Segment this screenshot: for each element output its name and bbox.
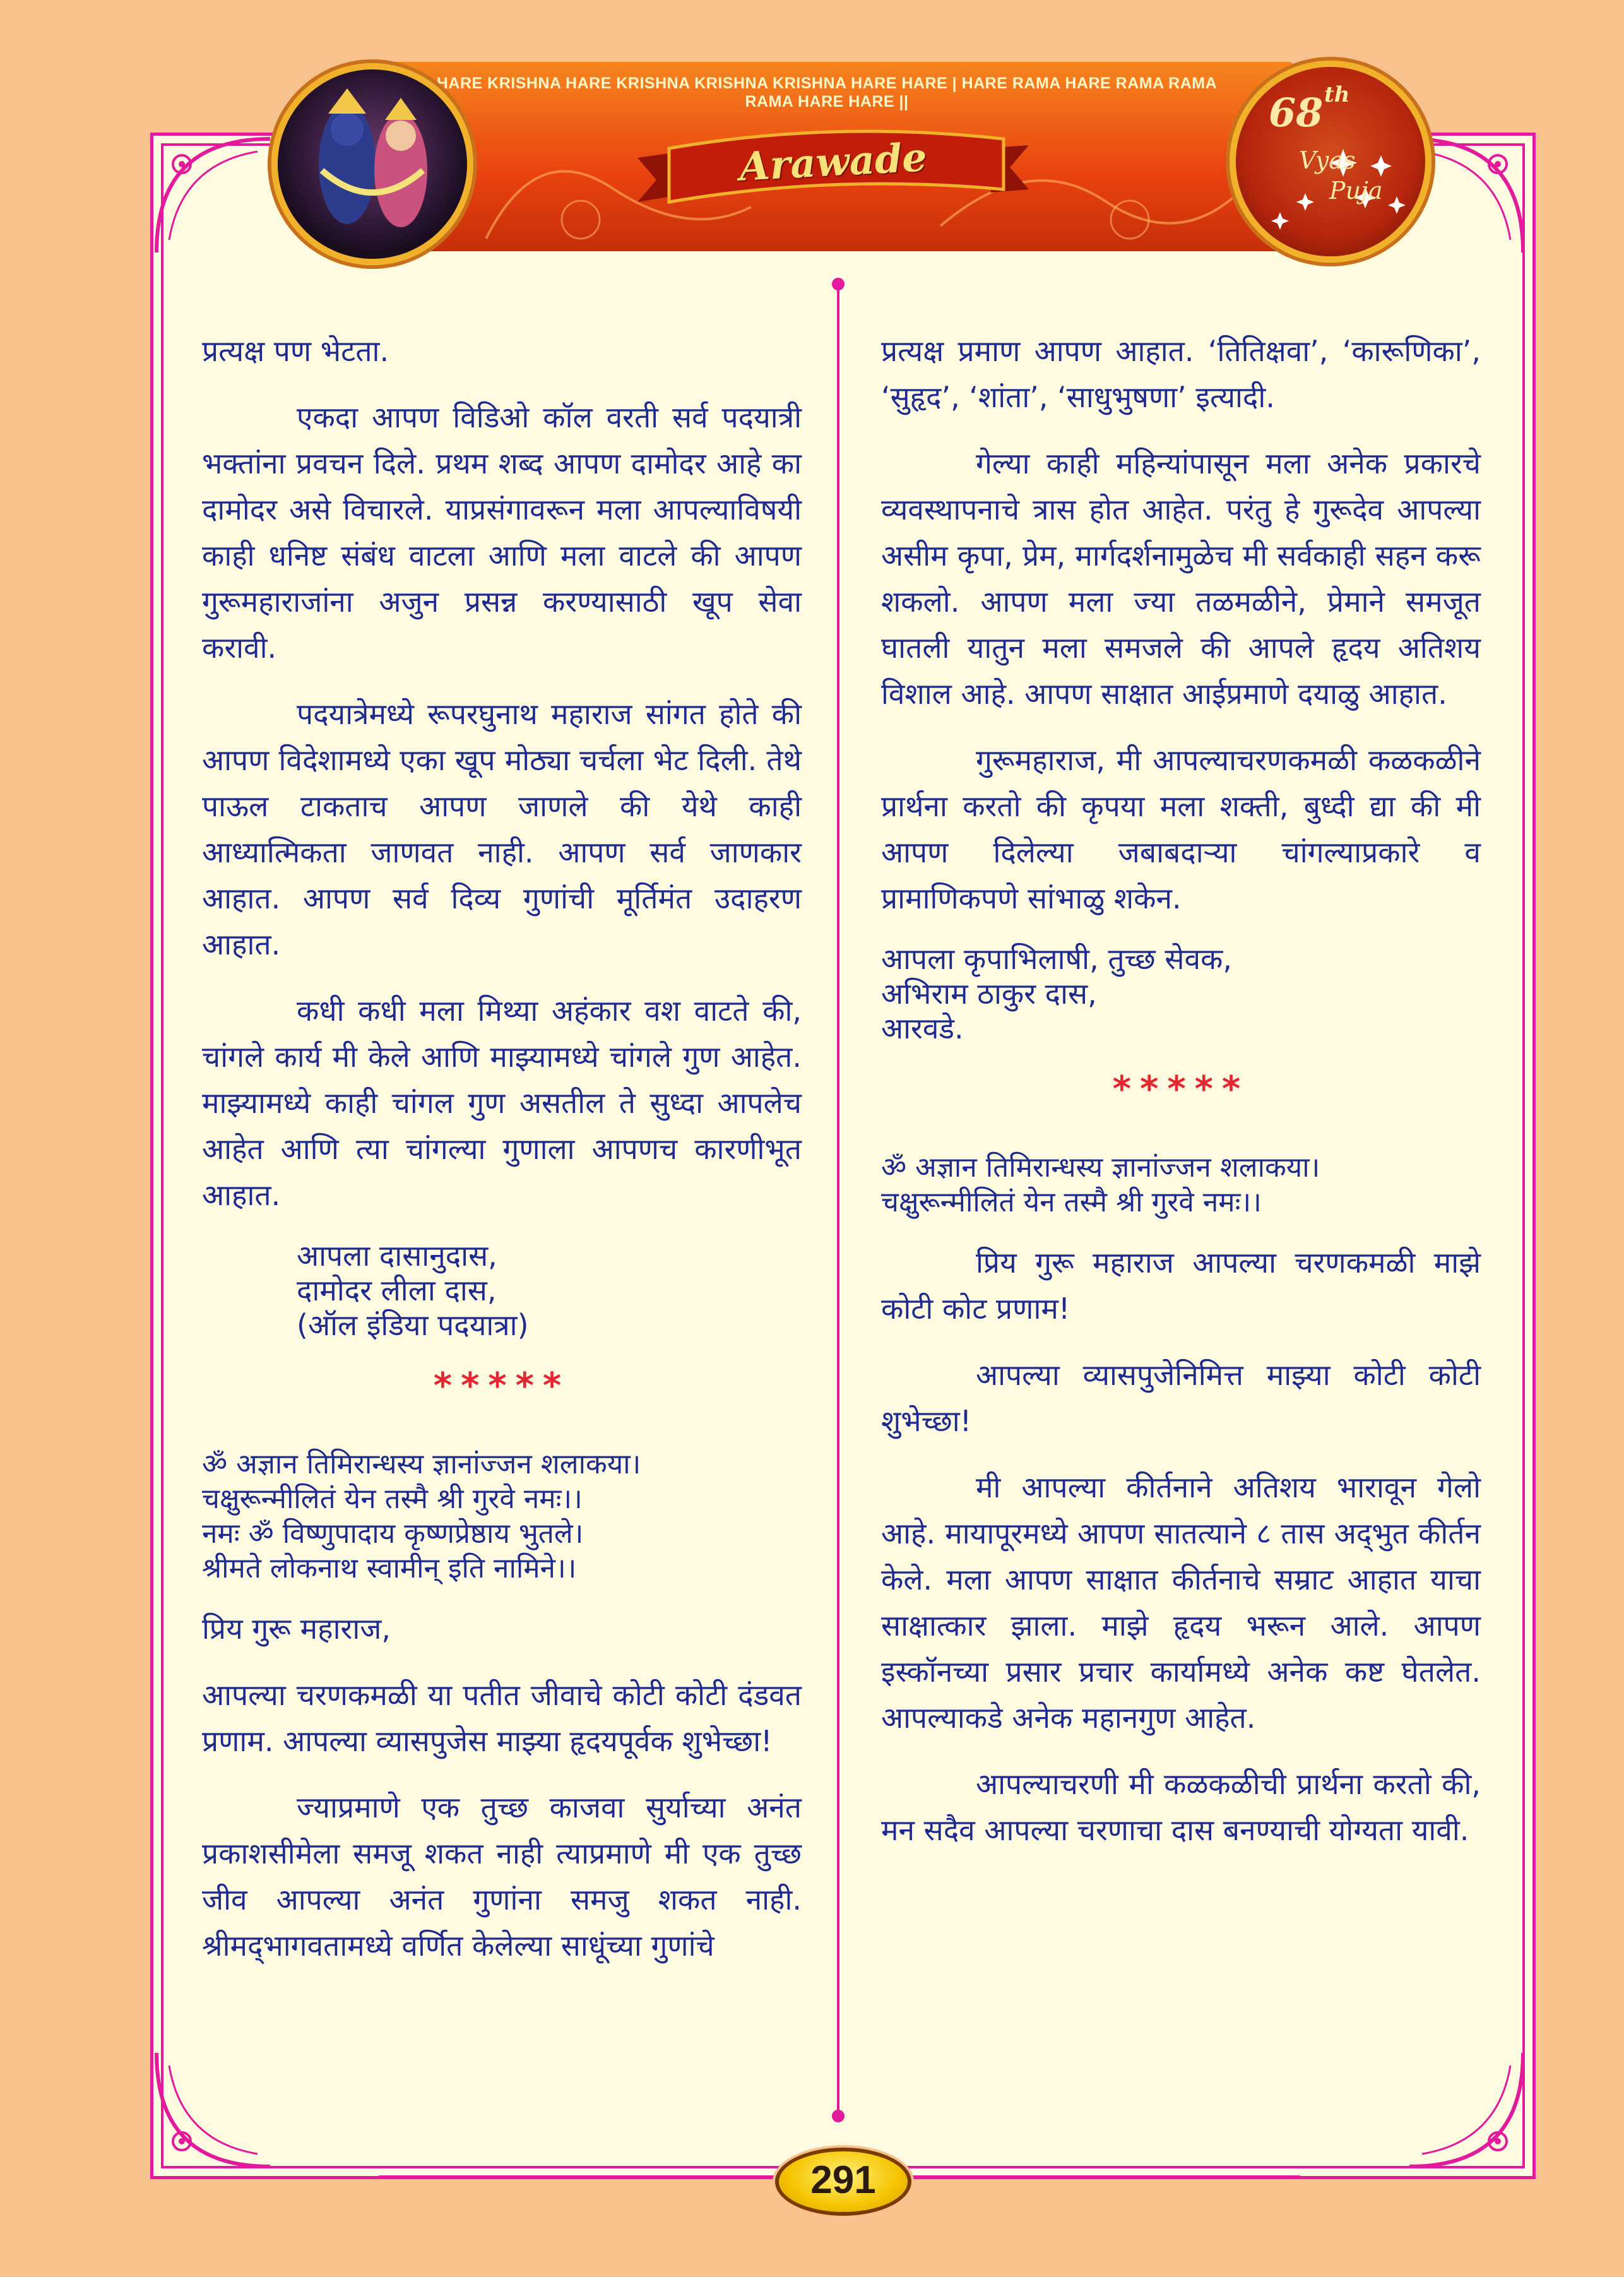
paragraph: ज्याप्रमाणे एक तुच्छ काजवा सुर्याच्या अनंत प्रकाशसीमेला समजू शकत नाही त्याप्रमाणे मी एक तुच्छ जीव आपल्या अनंत गुणांना समजु शकत नाही. श्रीमद्‌भागवतामध्ये वर्णित केलेल्या साधूंच्या गुणांचे: [202, 1790, 802, 1963]
paragraph: कधी कधी मला मिथ्या अहंकार वश वाटते की, चांगले कार्य मी केले आणि माझ्यामध्ये चांगले गुण आहेत. माझ्यामध्ये काही चांगल गुण असतील ते सुध्दा आपलेच आहेत आणि त्या चांगल्या गुणाला आपणच कारणीभूत आहात.: [202, 994, 802, 1212]
column-divider: [837, 284, 839, 2115]
page-title: Arawade: [738, 134, 928, 190]
corner-flourish-bottom-left: [144, 2040, 283, 2179]
left-column: [202, 328, 802, 1989]
paragraph: प्रत्यक्ष पण भेटता.: [202, 334, 389, 368]
page-number-badge: [775, 2148, 911, 2216]
paragraph: एकदा आपण विडिओ कॉल वरती सर्व पदयात्री भक्तांना प्रवचन दिले. प्रथम शब्द आपण दामोदर आहे का दामोदर असे विचारले. याप्रसंगावरून मला आपल्याविषयी काही धनिष्ट संबंध वाटला आणि मला वाटले की आपण गुरूमहाराजांना अजुन प्रसन्न करण्यासाठी खूप सेवा करावी.: [202, 400, 802, 665]
badge-suffix: th: [1324, 82, 1350, 107]
header-mantra: HARE KRISHNA HARE KRISHNA KRISHNA KRISHNA HARE HARE | HARE RAMA HARE RAMA RAMA RAMA HARE HARE ||: [436, 74, 1218, 110]
deity-medallion: [271, 63, 473, 265]
divider-dot-top: [832, 278, 845, 290]
paragraph: प्रिय गुरू महाराज आपल्या चरणकमळी माझे कोटी कोट प्रणाम!: [881, 1246, 1481, 1326]
badge-number: 68: [1269, 90, 1324, 136]
paragraph: पदयात्रेमध्ये रूपरघुनाथ महाराज सांगत होते की आपण विदेशामध्ये एका खूप मोठ्या चर्चला भेट दिली. तेथे पाऊल टाकताच आपण जाणले की येथे काही आध्यात्मिकता जाणवत नाही. आपण सर्व जाणकार आहात. आपण सर्व दिव्य गुणांची मूर्तिमंत उदाहरण आहात.: [202, 697, 802, 961]
badge-line1: Vyas: [1299, 146, 1356, 174]
badge-line2: Puja: [1329, 177, 1383, 205]
paragraph: आपल्या चरणकमळी या पतीत जीवाचे कोटी कोटी दंडवत प्रणाम. आपल्या व्यासपुजेस माझ्या हृदयपूर्वक शुभेच्छा!: [202, 1678, 802, 1758]
salutation: प्रिय गुरू महाराज,: [202, 1612, 391, 1646]
paragraph: प्रत्यक्ष प्रमाण आपण आहात. ‘तितिक्षवा’, ‘कारूणिका’, ‘सुहृद’, ‘शांता’, ‘साधुभुषणा’ इत्यादी.: [881, 334, 1481, 414]
star-separator: *****: [1112, 1069, 1250, 1110]
paragraph: आपल्याचरणी मी कळकळीची प्रार्थना करतो की, मन सदैव आपल्या चरणाचा दास बनण्याची योग्यता यावी.: [881, 1767, 1481, 1847]
sanskrit-verse: ॐ अज्ञान तिमिरान्धस्य ज्ञानांज्जन शलाकया। चक्षुरून्मीलितं येन तस्मै श्री गुरवे नमः।।: [881, 1151, 1320, 1218]
corner-flourish-bottom-right: [1397, 2040, 1536, 2179]
corner-flourish-top-left: [144, 126, 283, 265]
right-column: [881, 328, 1481, 1874]
sanskrit-verse: ॐ अज्ञान तिमिरान्धस्य ज्ञानांज्जन शलाकया। चक्षुरून्मीलितं येन तस्मै श्री गुरवे नमः।। नमः ॐ विष्णुपादाय कृष्णप्रेष्ठाय भुतले। श्रीमते लोकनाथ स्वामीन् इति नामिने।।: [202, 1448, 641, 1584]
signature: आपला दासानुदास, दामोदर लीला दास, (ऑल इंडिया पदयात्रा): [297, 1239, 529, 1342]
divider-dot-bottom: [832, 2110, 845, 2122]
paragraph: गेल्या काही महिन्यांपासून मला अनेक प्रकारचे व्यवस्थापनाचे त्रास होत आहेत. परंतु हे गुरूदेव आपल्या असीम कृपा, प्रेम, मार्गदर्शनामुळेच मी सर्वकाही सहन करू शकलो. आपण मला ज्या तळमळीने, प्रेमाने समजूत घातली यातुन मला समजले की आपले हृदय अतिशय विशाल आहे. आपण साक्षात आईप्रमाणे दयाळु आहात.: [881, 446, 1481, 711]
signature: आपला कृपाभिलाषी, तुच्छ सेवक, अभिराम ठाकुर दास, आरवडे.: [881, 942, 1232, 1045]
paragraph: आपल्या व्यासपुजेनिमित्त माझ्या कोटी कोटी शुभेच्छा!: [881, 1358, 1481, 1438]
page-number: 291: [810, 2158, 876, 2202]
star-separator: *****: [433, 1365, 571, 1406]
paragraph: गुरूमहाराज, मी आपल्याचरणकमळी कळकळीने प्रार्थना करतो की कृपया मला शक्ती, बुध्दी द्या की मी आपण दिलेल्या जबाबदाऱ्या चांगल्याप्रकारे व प्रामाणिकपणे सांभाळु शकेन.: [881, 743, 1481, 915]
paragraph: मी आपल्या कीर्तनाने अतिशय भारावून गेलो आहे. मायापूरमध्ये आपण सातत्याने ८ तास अद्‌भुत कीर्तन केले. मला आपण साक्षात कीर्तनाचे सम्राट आहात याचा साक्षात्कार झाला. माझे हृदय भरून आले. आपण इस्कॉनच्या प्रसार प्रचार कार्यामध्ये अनेक कष्ट घेतलेत. आपल्याकडे अनेक महानगुण आहेत.: [881, 1470, 1481, 1735]
